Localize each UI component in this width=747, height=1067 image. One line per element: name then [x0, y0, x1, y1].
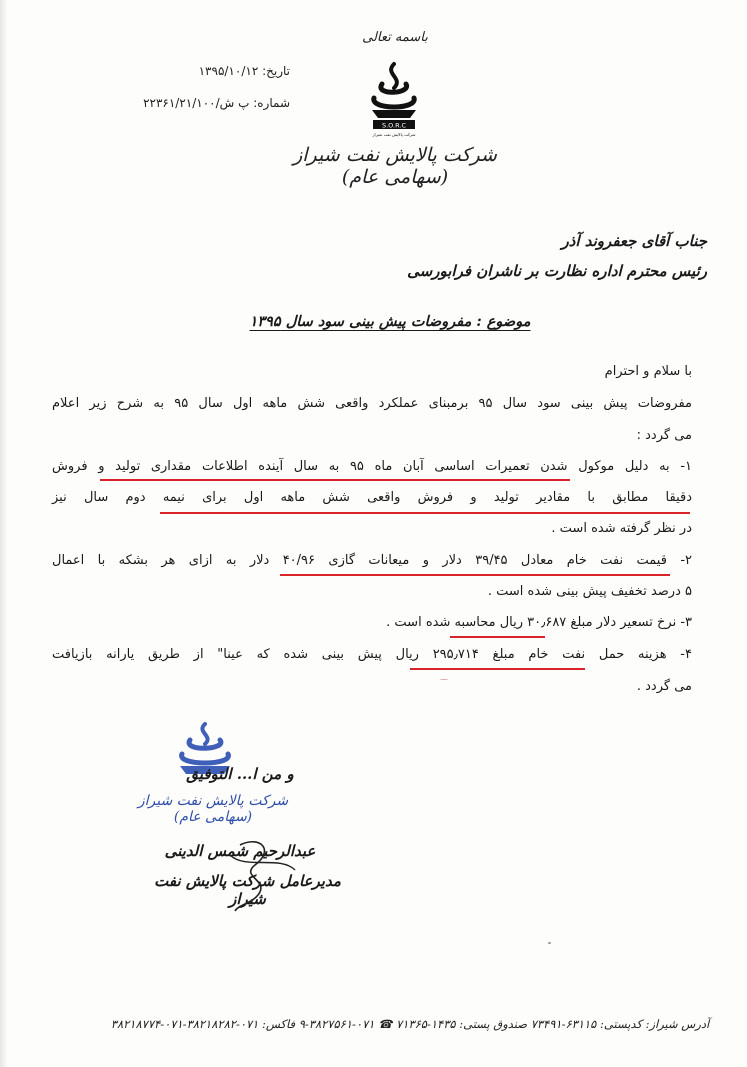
addressee-title: رئیس محترم اداره نظارت بر ناشران فرابورسی	[407, 262, 707, 280]
item-4-line-1: ۴- هزینه حمل نفت خام مبلغ ۲۹۵٫۷۱۴ ریال پیش بینی شده که عینا" از طریق یارانه بازیافت	[52, 647, 692, 662]
stamp-company-name: شرکت پالایش نفت شیراز (سهامی عام)	[137, 793, 289, 825]
invocation-text: باسمه تعالی	[362, 30, 428, 45]
scan-speck	[548, 942, 551, 944]
intro-line-2: می گردد :	[636, 428, 692, 443]
highlight-underline	[450, 636, 545, 638]
svg-text:S.O.R.C: S.O.R.C	[381, 121, 407, 130]
letter-date: تاریخ: ۱۳۹۵/۱۰/۱۲	[198, 64, 290, 78]
letter-subject: موضوع : مفروضات پیش بینی سود سال ۱۳۹۵	[249, 313, 531, 330]
signer-title: مدیرعامل شرکت پالایش نفت شیراز	[154, 872, 341, 908]
highlight-underline	[100, 479, 570, 481]
item-1-line-2: دقیقا مطابق با مقادیر تولید و فروش واقعی شش ماهه اول برای نیمه دوم سال نیز	[52, 490, 692, 505]
item-1-line-3: در نظر گرفته شده است .	[551, 521, 692, 536]
company-name: شرکت پالایش نفت شیراز (سهامی عام)	[293, 144, 497, 188]
scan-edge-shadow	[0, 0, 8, 1067]
highlight-underline	[410, 668, 585, 670]
intro-line-1: مفروضات پیش بینی سود سال ۹۵ برمبنای عملکرد واقعی شش ماهه اول سال ۹۵ به شرح زیر اعلام	[52, 396, 693, 411]
item-2-line-2: ۵ درصد تخفیف پیش بینی شده است .	[487, 584, 692, 599]
item-1-line-1: ۱- به دلیل موکول شدن تعمیرات اساسی آبان ماه ۹۵ به سال آینده اطلاعات مقداری تولید و فروش	[52, 459, 692, 474]
closing-phrase: و من ا... التوفیق	[186, 765, 294, 783]
greeting: با سلام و احترام	[604, 364, 692, 379]
company-logo-icon	[364, 60, 424, 140]
item-3-line-1: ۳- نرخ تسعیر دلار مبلغ ۳۰٫۶۸۷ ریال محاسبه شده است .	[386, 615, 692, 630]
highlight-underline	[280, 574, 670, 576]
signer-name: عبدالرحیم شمس الدینی	[164, 842, 316, 860]
item-4-line-2: می گردد .	[636, 679, 692, 694]
highlight-underline	[160, 512, 690, 514]
scan-speck	[440, 679, 448, 680]
letter-number: شماره: پ ش/۲۲۳۶۱/۲۱/۱۰۰	[143, 96, 290, 110]
addressee-name: جناب آقای جعفروند آذر	[561, 232, 707, 250]
handwritten-signature	[200, 825, 320, 915]
svg-text:شرکت پالایش نفت شیراز: شرکت پالایش نفت شیراز	[372, 132, 416, 137]
footer-address: آدرس شیراز: کدپستی: ۶۳۱۱۵-۷۳۴۹۱ صندوق پستی: ۱۴۳۵-۷۱۳۶۵ ☎ ۰۷۱-۳۸۲۷۵۶۱-۹ فاکس: ۰۷۱-۳۸۲۱۸۲۸۲-۰۷۱-۳۸۲۱۸۷۷۴	[110, 1017, 710, 1031]
item-2-line-1: ۲- قیمت نفت خام معادل ۳۹/۴۵ دلار و میعانات گازی ۴۰/۹۶ دلار به ازای هر بشکه با اعمال	[52, 553, 692, 568]
